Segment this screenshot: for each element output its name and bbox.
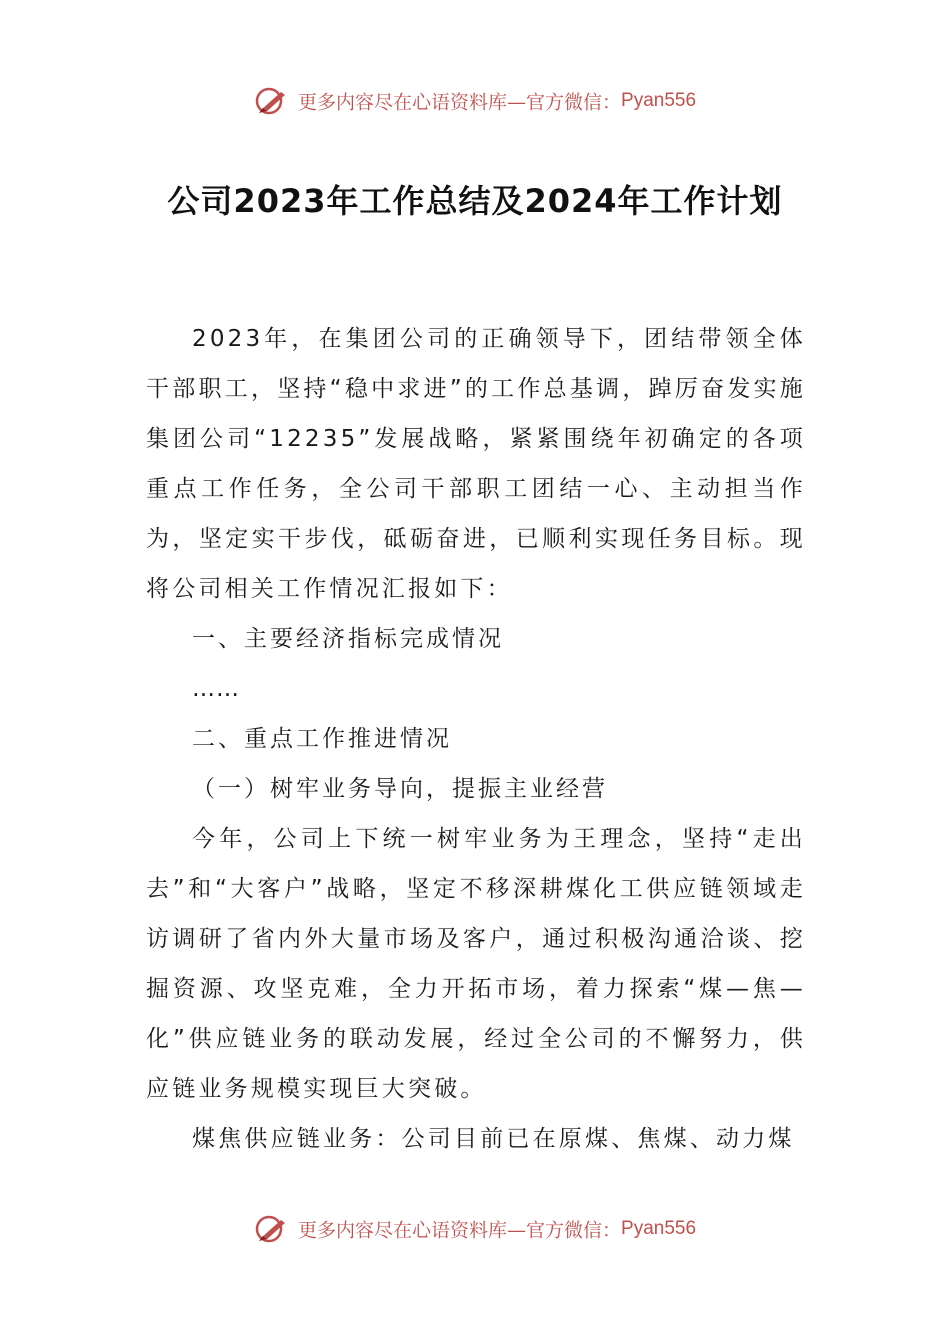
section-heading-2: 二、重点工作推进情况	[192, 726, 452, 752]
paragraph-intro: 2023年，在集团公司的正确领导下，团结带领全体干部职工，坚持“稳中求进”的工作总基调，踔厉奋发实施集团公司“12235”发展战略，紧紧围绕年初确定的各项重点工作任务，全公司干部职工团结一心、主动担当作为，坚定实干步伐，砥砺奋进，已顺利实现任务目标。现将公司相关工作情况汇报如下：	[146, 326, 806, 602]
watermark-text: 更多内容尽在心语资料库—官方微信：	[298, 91, 622, 114]
paragraph-coal-supply: 煤焦供应链业务：公司目前已在原煤、焦煤、动力煤	[192, 1126, 795, 1152]
paragraph-business: 今年，公司上下统一树牢业务为王理念，坚持“走出去”和“大客户”战略，坚定不移深耕煤化工供应链领域走访调研了省内外大量市场及客户，通过积极沟通洽谈、挖掘资源、攻坚克难，全力开拓市场，着力探索“煤—焦—化”供应链业务的联动发展，经过全公司的不懈努力，供应链业务规模实现巨大突破。	[146, 826, 806, 1102]
ellipsis-line: ……	[192, 676, 240, 702]
document-body	[146, 314, 806, 1164]
pen-logo-icon	[254, 1214, 290, 1244]
document-title: 公司2023年工作总结及2024年工作计划	[167, 182, 783, 220]
section-heading-1: 一、主要经济指标完成情况	[192, 626, 504, 652]
pen-logo-icon	[254, 86, 290, 116]
watermark-header	[0, 86, 950, 116]
watermark-id: Pyan556	[621, 90, 697, 111]
subsection-heading-1: （一）树牢业务导向，提振主业经营	[192, 776, 608, 802]
watermark-text: 更多内容尽在心语资料库—官方微信：	[298, 1219, 622, 1242]
watermark-footer	[0, 1214, 950, 1244]
watermark-id: Pyan556	[621, 1218, 697, 1239]
